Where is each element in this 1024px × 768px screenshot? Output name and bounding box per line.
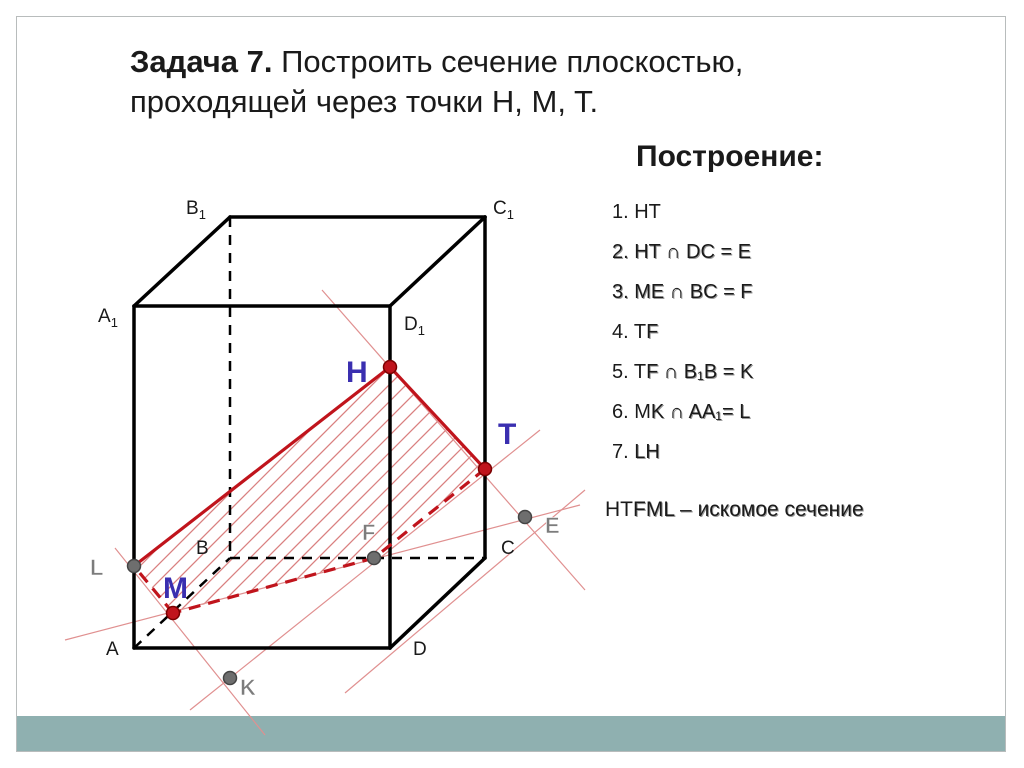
step-1-text: 1. HT: [612, 201, 661, 223]
hatch-line: [0, 320, 80, 700]
hatch-line: [448, 320, 828, 700]
label-H: H: [346, 356, 368, 389]
point-E: [519, 511, 532, 524]
hatch-line: [788, 320, 1024, 700]
label-A: A: [106, 639, 119, 660]
label-C1: $C_1$: [493, 198, 514, 222]
line-MK: [115, 548, 265, 735]
hatch-line: [737, 320, 1024, 700]
hatch-line: [0, 320, 301, 700]
hatch-line: [0, 320, 97, 700]
label-E: E: [545, 513, 560, 538]
problem-text-line2: проходящей через точки H, M, T.: [130, 84, 599, 119]
hatch-line: [193, 320, 573, 700]
label-D1: $D_1$: [404, 314, 425, 338]
step-6-rest: K ∩ AA₁= L: [650, 401, 751, 423]
label-B1: $B_1$: [186, 198, 206, 222]
hatch-line: [686, 320, 1024, 700]
label-B: B: [196, 538, 209, 559]
step-7-text: 7.: [612, 441, 635, 463]
problem-number: Задача 7.: [130, 44, 273, 79]
hatch-line: [482, 320, 862, 700]
hatch-line: [108, 320, 488, 700]
point-T: [479, 463, 492, 476]
label-F: F: [362, 520, 376, 545]
result-prefix: HT: [605, 498, 633, 521]
section-edge-HT: [390, 367, 485, 469]
hatch-line: [0, 320, 318, 700]
edge-A1-B1: [134, 217, 230, 306]
hatch-line: [0, 320, 284, 700]
edge-D-C: [390, 558, 485, 648]
hatch-line: [754, 320, 1024, 700]
hatch-line: [6, 320, 386, 700]
hatch-line: [618, 320, 998, 700]
hatch-line: [397, 320, 777, 700]
step-2-text: 2. HT ∩ DC = E: [612, 241, 752, 263]
hatch-line: [431, 320, 811, 700]
step-5-text: 5. T: [612, 361, 647, 383]
hatch-line: [703, 320, 1024, 700]
edge-C1-D1: [390, 217, 485, 306]
point-M: [167, 607, 180, 620]
hatch-line: [635, 320, 1015, 700]
step-7-rest: LH: [634, 441, 660, 463]
point-K: [224, 672, 237, 685]
hatch-line: [499, 320, 879, 700]
hatch-line: [380, 320, 760, 700]
point-H: [384, 361, 397, 374]
hatch-line: [601, 320, 981, 700]
step-5-rest: F ∩ B₁B = K: [646, 361, 754, 383]
section-edge-LH: [134, 367, 390, 566]
hatch-line: [465, 320, 845, 700]
result-rest: FML – искомое сечение: [633, 498, 864, 521]
hatch-line: [414, 320, 794, 700]
section-hatching: [0, 320, 1024, 700]
line-ME: [65, 505, 580, 640]
point-L: [128, 560, 141, 573]
hatch-line: [0, 320, 335, 700]
hatch-line: [584, 320, 964, 700]
label-L: L: [90, 555, 104, 580]
label-T: T: [498, 418, 517, 451]
hatch-line: [0, 320, 114, 700]
hatch-line: [142, 320, 522, 700]
step-4-rest: F: [646, 321, 659, 343]
label-K: K: [240, 675, 256, 700]
label-D: D: [413, 639, 427, 660]
hatch-line: [261, 320, 641, 700]
label-M: M: [163, 572, 188, 605]
line-HE: [322, 290, 585, 590]
hatch-line: [720, 320, 1024, 700]
hatch-line: [125, 320, 505, 700]
step-4-text: 4. T: [612, 321, 647, 343]
construction-heading: Построение:: [636, 140, 824, 173]
label-C: C: [501, 538, 515, 559]
hatch-line: [0, 320, 352, 700]
hatch-line: [652, 320, 1024, 700]
hatch-line: [533, 320, 913, 700]
hatch-line: [669, 320, 1024, 700]
hatch-line: [312, 320, 692, 700]
hatch-line: [0, 320, 199, 700]
step-6-text: 6. M: [612, 401, 651, 423]
hatch-line: [346, 320, 726, 700]
label-A1: $A_1$: [98, 306, 118, 330]
point-F: [368, 552, 381, 565]
step-3-text: 3. ME ∩ BC = F: [612, 281, 753, 303]
points: [167, 361, 492, 620]
hatch-line: [771, 320, 1024, 700]
hatch-line: [329, 320, 709, 700]
problem-text-line1: Построить сечение плоскостью,: [272, 44, 744, 79]
hatch-line: [567, 320, 947, 700]
hatch-line: [0, 320, 148, 700]
hatch-line: [516, 320, 896, 700]
hatch-line: [278, 320, 658, 700]
hatch-line: [0, 320, 182, 700]
auxiliary-lines: [65, 290, 585, 735]
hatch-line: [0, 320, 369, 700]
hatch-line: [550, 320, 930, 700]
